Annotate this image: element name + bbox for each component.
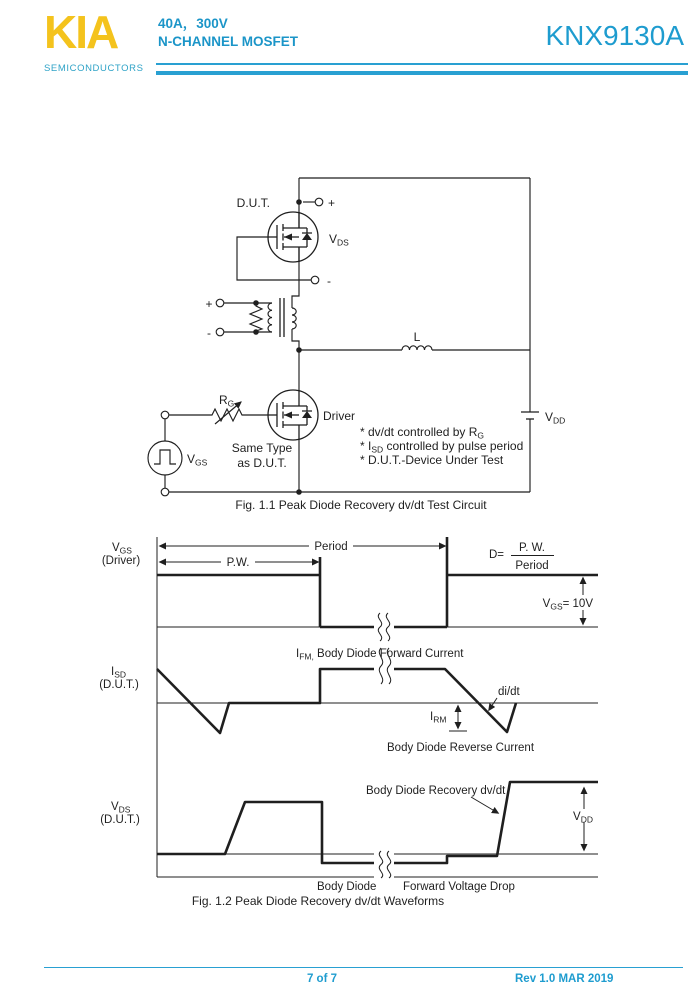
vgs-source-label: $V_{GS}$ xyxy=(187,452,208,468)
same-type-line2: as D.U.T. xyxy=(237,456,287,470)
ifm-label: $I_{FM,}$ Body Diode Forward Current xyxy=(296,648,464,662)
vds-axis-label: $V_{DS}$ xyxy=(111,801,131,815)
device-type: N-CHANNEL MOSFET xyxy=(158,33,298,49)
device-rating: 40A，300V xyxy=(158,16,228,31)
circuit-notes xyxy=(360,425,523,467)
logo-subtext: SEMICONDUCTORS xyxy=(44,63,144,74)
vgs-axis-label2: (Driver) xyxy=(101,555,141,567)
vds-label: $V_{DS}$ xyxy=(329,232,349,248)
driver-label: Driver xyxy=(323,409,355,423)
fig2-caption: Fig. 1.2 Peak Diode Recovery dv/dt Waveforms xyxy=(191,894,445,908)
duty-denominator: Period xyxy=(515,560,549,572)
duty-numerator: P. W. xyxy=(519,542,545,554)
header-rule-thick xyxy=(156,71,688,76)
driver-mosfet-symbol xyxy=(268,390,318,440)
dut-label: D.U.T. xyxy=(236,196,270,210)
dut-mosfet-symbol xyxy=(268,212,318,262)
vds-axis-label2: (D.U.T.) xyxy=(100,814,140,826)
same-type-line1: Same Type xyxy=(231,441,293,455)
fig2-waveform-diagram xyxy=(0,525,695,915)
vdd-wave-label: $V_{DD}$ xyxy=(573,811,593,825)
waveform-arrows xyxy=(160,546,584,850)
isd-axis-label2: (D.U.T.) xyxy=(99,679,139,691)
vgs-level-label: $V_{GS}= 10V$ xyxy=(542,598,593,612)
fwd-drop-label: Forward Voltage Drop xyxy=(403,881,515,893)
waveform-axes xyxy=(157,537,598,877)
irm-label: $I_{RM}$ xyxy=(430,711,447,725)
fig1-caption: Fig. 1.1 Peak Diode Recovery dv/dt Test Circuit xyxy=(235,498,487,512)
rg-label: $R_G$ xyxy=(219,393,235,409)
revision-label: Rev 1.0 MAR 2019 xyxy=(515,973,614,985)
note-2: * $I_{SD}$ controlled by pulse period xyxy=(360,439,524,455)
recovery-label: Body Diode Recovery dv/dt xyxy=(366,785,506,797)
plus-terminal-label: + xyxy=(328,196,336,210)
reverse-current-label: Body Diode Reverse Current xyxy=(387,742,535,754)
note-1: * dv/dt controlled by $R_G$ xyxy=(360,425,485,441)
header-rule-thin xyxy=(156,63,688,65)
part-number: KNX9130A xyxy=(545,20,684,51)
note-3: * D.U.T.-Device Under Test xyxy=(360,453,504,467)
body-diode-label: Body Diode xyxy=(317,881,377,893)
vgs-pulse-source xyxy=(148,441,182,475)
xfmr-minus-label: - xyxy=(207,326,211,340)
pw-label: P.W. xyxy=(226,557,250,569)
inductor-label: L xyxy=(413,330,421,344)
period-label: Period xyxy=(314,541,348,553)
fig1-circuit-diagram xyxy=(0,157,695,512)
xfmr-plus-label: + xyxy=(205,297,213,311)
kia-logo: KIA xyxy=(44,6,118,58)
device-subtitle xyxy=(158,15,298,50)
minus-terminal-label: - xyxy=(327,274,331,288)
duty-d-label: D= xyxy=(489,549,505,561)
didt-label: di/dt xyxy=(498,686,520,698)
isd-axis-label: $I_{SD}$ xyxy=(111,666,127,680)
footer-rule xyxy=(44,967,683,968)
vdd-label: $V_{DD}$ xyxy=(545,410,566,426)
vgs-axis-label: $V_{GS}$ xyxy=(112,542,132,556)
page-number: 7 of 7 xyxy=(306,973,338,985)
